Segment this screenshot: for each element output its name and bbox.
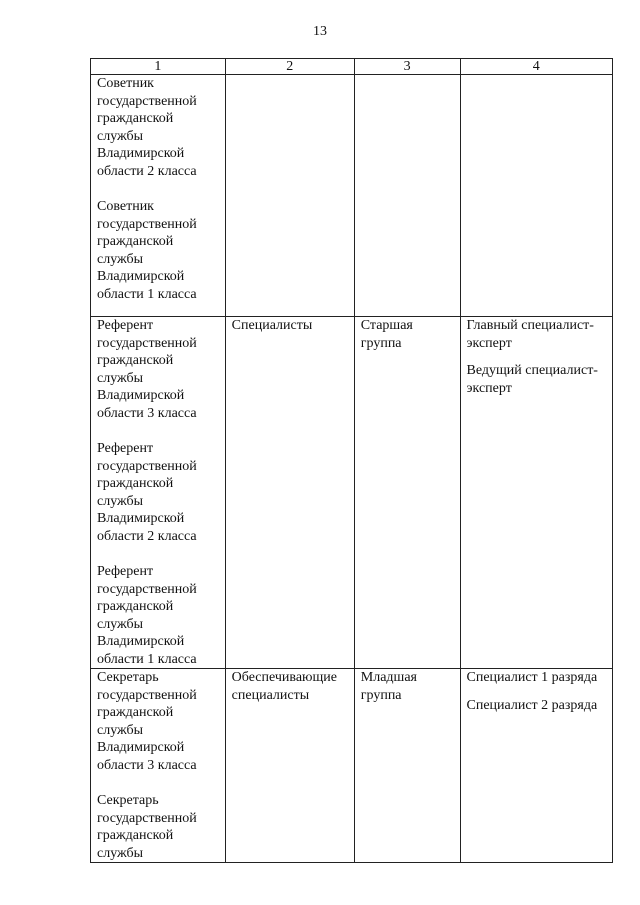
position-cell bbox=[460, 669, 613, 863]
position-label: Ведущий специалист- эксперт bbox=[466, 363, 598, 396]
class-rank: Советник государственной гражданской службы Владимирской области 2 класса bbox=[97, 76, 197, 179]
class-rank: Секретарь государственной гражданской службы bbox=[97, 793, 197, 861]
class-rank: Секретарь государственной гражданской службы Владимирской области 3 класса bbox=[97, 670, 197, 773]
header-cell: 4 bbox=[460, 59, 613, 75]
table-row bbox=[91, 669, 613, 863]
position-cell bbox=[460, 75, 613, 317]
class-rank-cell bbox=[91, 317, 226, 669]
table-row bbox=[91, 317, 613, 669]
category-cell bbox=[225, 669, 354, 863]
class-rank: Референт государственной гражданской службы Владимирской области 1 класса bbox=[97, 564, 197, 667]
class-rank: Референт государственной гражданской службы Владимирской области 2 класса bbox=[97, 441, 197, 544]
header-cell: 2 bbox=[225, 59, 354, 75]
group-label: Старшая группа bbox=[360, 318, 413, 351]
positions-table bbox=[90, 58, 613, 863]
category-label: Обеспечивающие специалисты bbox=[231, 670, 337, 703]
group-cell bbox=[354, 317, 460, 669]
class-rank: Советник государственной гражданской службы Владимирской области 1 класса bbox=[97, 199, 197, 302]
category-cell bbox=[225, 75, 354, 317]
class-rank: Референт государственной гражданской службы Владимирской области 3 класса bbox=[97, 318, 197, 421]
position-label: Специалист 2 разряда bbox=[466, 697, 598, 713]
group-label: Младшая группа bbox=[360, 670, 417, 703]
page-number: 13 bbox=[313, 24, 327, 39]
class-rank-cell bbox=[91, 75, 226, 317]
group-cell bbox=[354, 75, 460, 317]
position-label: Специалист 1 разряда bbox=[466, 670, 598, 685]
class-rank-cell bbox=[91, 669, 226, 863]
header-cell: 1 bbox=[91, 59, 226, 75]
position-cell bbox=[460, 317, 613, 669]
table-row bbox=[91, 75, 613, 317]
header-cell: 3 bbox=[354, 59, 460, 75]
table-header-row bbox=[91, 59, 613, 75]
group-cell bbox=[354, 669, 460, 863]
position-label: Главный специалист- эксперт bbox=[466, 318, 594, 351]
category-cell bbox=[225, 317, 354, 669]
category-label: Специалисты bbox=[231, 318, 313, 333]
